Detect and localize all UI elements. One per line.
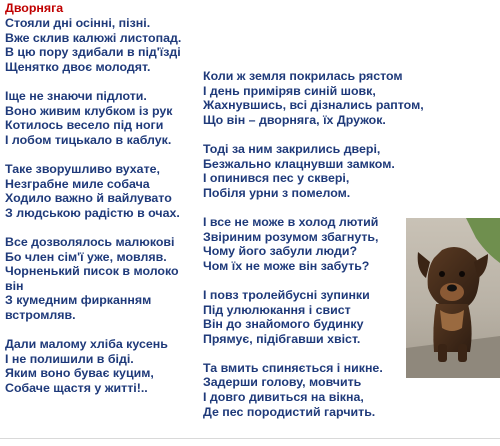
stanza-3: [5, 162, 195, 220]
verse-line: Він до знайомого будинку: [203, 317, 364, 332]
verse-line: Тоді за ним закрились двері,: [203, 141, 381, 156]
verse-line: Коли ж земля покрилась рястом: [203, 69, 403, 83]
stanza-5: [5, 337, 195, 395]
puppy-right-eye: [459, 271, 465, 277]
verse-line: І лобом тицькало в каблук.: [5, 132, 172, 147]
verse-line: Чом їх не може він забуть?: [203, 258, 370, 273]
page-bottom-divider: [0, 438, 500, 439]
verse-line: І все не може в холод лютий: [203, 214, 379, 229]
verse-line: Ходило важно й вайлувато: [5, 191, 172, 206]
stanza-9: [203, 288, 408, 346]
poem-title: Дворняга: [5, 1, 64, 15]
verse-line: І повз тролейбусні зупинки: [203, 287, 370, 302]
verse-line: Дали малому хліба кусень: [5, 337, 168, 352]
stanza-4: [5, 235, 195, 323]
stanza-6: [203, 69, 424, 127]
puppy-right-paw: [458, 344, 467, 362]
puppy-photo: [406, 218, 500, 378]
puppy-left-paw: [438, 344, 447, 362]
verse-line: Що він – дворняга, їх Дружок.: [203, 112, 386, 127]
verse-line: І не полишили в біді.: [5, 351, 134, 366]
poem-right-column: [203, 69, 424, 434]
verse-line: Воно живим клубком із рук: [5, 103, 173, 118]
puppy-nose: [447, 285, 457, 292]
verse-line: Чорненький писок в молоко він: [5, 264, 179, 293]
verse-line: В цю пору здибали в під'їзді: [5, 45, 181, 60]
verse-line: Побіля урни з помелом.: [203, 185, 351, 200]
verse-line: Вже склив калюжі листопад.: [5, 30, 182, 45]
verse-line: Бо член сім'ї уже, мовляв.: [5, 249, 167, 264]
verse-line: Задерши голову, мовчить: [203, 375, 362, 390]
verse-line: Під улюлюкання і свист: [203, 302, 351, 317]
verse-line: Безжально клацнувши замком.: [203, 156, 395, 171]
verse-line: Все дозволялось малюкові: [5, 234, 175, 249]
verse-line: Де пес породистий гарчить.: [203, 404, 376, 419]
stanza-8: [203, 215, 408, 273]
verse-line: Яким воно буває куцим,: [5, 366, 154, 381]
verse-line: Котилось весело під ноги: [5, 118, 164, 133]
poem-left-column: [5, 16, 195, 410]
verse-line: Чому його забули люди?: [203, 244, 358, 259]
stanza-1: [5, 16, 195, 74]
verse-line: З кумедним фирканням встромляв.: [5, 293, 152, 322]
verse-line: Звіриним розумом збагнуть,: [203, 229, 379, 244]
verse-line: Стояли дні осінні, пізні.: [5, 16, 151, 30]
verse-line: Незграбне миле собача: [5, 176, 150, 191]
verse-line: Жахнувшись, всі дізнались раптом,: [203, 98, 424, 113]
verse-line: І довго дивиться на вікна,: [203, 390, 364, 405]
verse-line: Іще не знаючи підлоти.: [5, 88, 147, 103]
stanza-7: [203, 142, 408, 200]
stanza-2: [5, 89, 195, 147]
stanza-10: [203, 361, 408, 419]
verse-line: Собаче щастя у житті!..: [5, 380, 148, 395]
verse-line: І день приміряв синій шовк,: [203, 83, 376, 98]
verse-line: Таке зворушливо вухате,: [5, 161, 160, 176]
verse-line: Щенятко двоє молодят.: [5, 59, 151, 74]
verse-line: З людською радістю в очах.: [5, 205, 180, 220]
puppy-left-eye: [439, 271, 445, 277]
verse-line: Та вмить спиняється і никне.: [203, 360, 383, 375]
verse-line: Прямує, підібгавши хвіст.: [203, 331, 361, 346]
verse-line: І опинився пес у сквері,: [203, 171, 350, 186]
